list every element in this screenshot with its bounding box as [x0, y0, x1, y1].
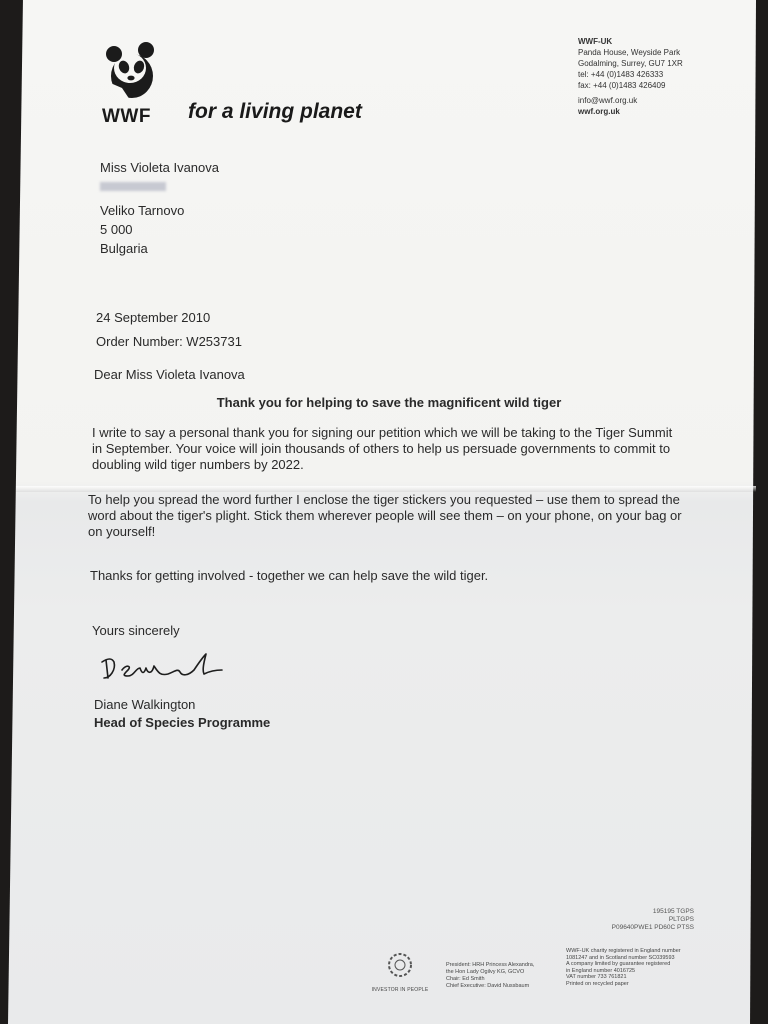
- sender-tel: tel: +44 (0)1483 426333: [578, 70, 664, 79]
- charity-line-5: VAT number 733 761821: [566, 974, 627, 980]
- officer-line-2: the Hon Lady Ogilvy KG, GCVO: [446, 969, 525, 975]
- sender-address-line2: Godalming, Surrey, GU7 1XR: [578, 59, 683, 68]
- officers-list: [446, 962, 556, 990]
- signer-name: Diane Walkington: [94, 697, 196, 712]
- reference-codes: [590, 908, 694, 932]
- officer-line-3: Chair: Ed Smith: [446, 976, 485, 982]
- recipient-name: Miss Violeta Ivanova: [100, 160, 219, 175]
- officer-line-1: President: HRH Princess Alexandra,: [446, 962, 535, 968]
- investor-in-people-mark: [370, 950, 430, 993]
- closing: Yours sincerely: [92, 623, 180, 638]
- charity-line-3: A company limited by guarantee registered: [566, 961, 671, 967]
- redacted-street: [100, 182, 166, 191]
- recipient-country: Bulgaria: [100, 241, 148, 256]
- recipient-city: Veliko Tarnovo: [100, 203, 185, 218]
- code-line-1: 195195 TGPS: [652, 908, 694, 915]
- officer-line-4: Chief Executive: David Nussbaum: [446, 983, 530, 989]
- signer-title: Head of Species Programme: [94, 715, 271, 730]
- charity-info: [566, 948, 698, 987]
- signature-image: [98, 648, 248, 686]
- sender-email: info@wwf.org.uk: [578, 96, 638, 105]
- investor-label: INVESTOR IN PEOPLE: [371, 987, 429, 993]
- recipient-address: [100, 158, 219, 258]
- wwf-logo-text: WWF: [102, 106, 151, 127]
- laurel-wreath-icon: [385, 950, 415, 980]
- salutation: Dear Miss Violeta Ivanova: [94, 367, 245, 382]
- body-paragraph-3: Thanks for getting involved - together we can help save the wild tiger.: [90, 568, 489, 583]
- body-paragraph-1: I write to say a personal thank you for signing our petition which we will be taking to the Tiger Summit in September. Your voice will join thousands of others to help us persuade governments to commit to doubling wild tiger numbers by 2022.: [92, 425, 673, 472]
- signer-block: [94, 696, 270, 732]
- letter-heading: Thank you for helping to save the magnificent wild tiger: [216, 395, 562, 410]
- tagline: for a living planet: [188, 100, 362, 123]
- charity-line-1: WWF-UK charity registered in England number: [566, 948, 681, 954]
- sender-address: [578, 36, 683, 117]
- charity-line-2: 1081247 and in Scotland number SC039593: [566, 954, 675, 961]
- body-paragraph-2: To help you spread the word further I enclose the tiger stickers you requested – use them to spread the word about the tiger's plight. Stick them wherever people will see them – on your phone, on your bag or on yourself!: [88, 492, 682, 539]
- code-line-3: P09640PWE1 PD60C PTSS: [611, 924, 694, 931]
- recipient-postcode: 5 000: [100, 222, 133, 237]
- order-number: Order Number: W253731: [96, 334, 242, 349]
- sender-web: wwf.org.uk: [578, 107, 620, 116]
- sender-org: WWF-UK: [578, 37, 613, 46]
- letter-date: 24 September 2010: [96, 310, 211, 325]
- sender-fax: fax: +44 (0)1483 426409: [578, 81, 666, 90]
- charity-line-6: Printed on recycled paper: [566, 980, 629, 987]
- sender-address-line1: Panda House, Weyside Park: [578, 48, 681, 57]
- code-line-2: PLTGPS: [668, 916, 694, 923]
- charity-line-4: in England number 4016725: [566, 967, 636, 974]
- panda-logo-icon: [100, 38, 164, 102]
